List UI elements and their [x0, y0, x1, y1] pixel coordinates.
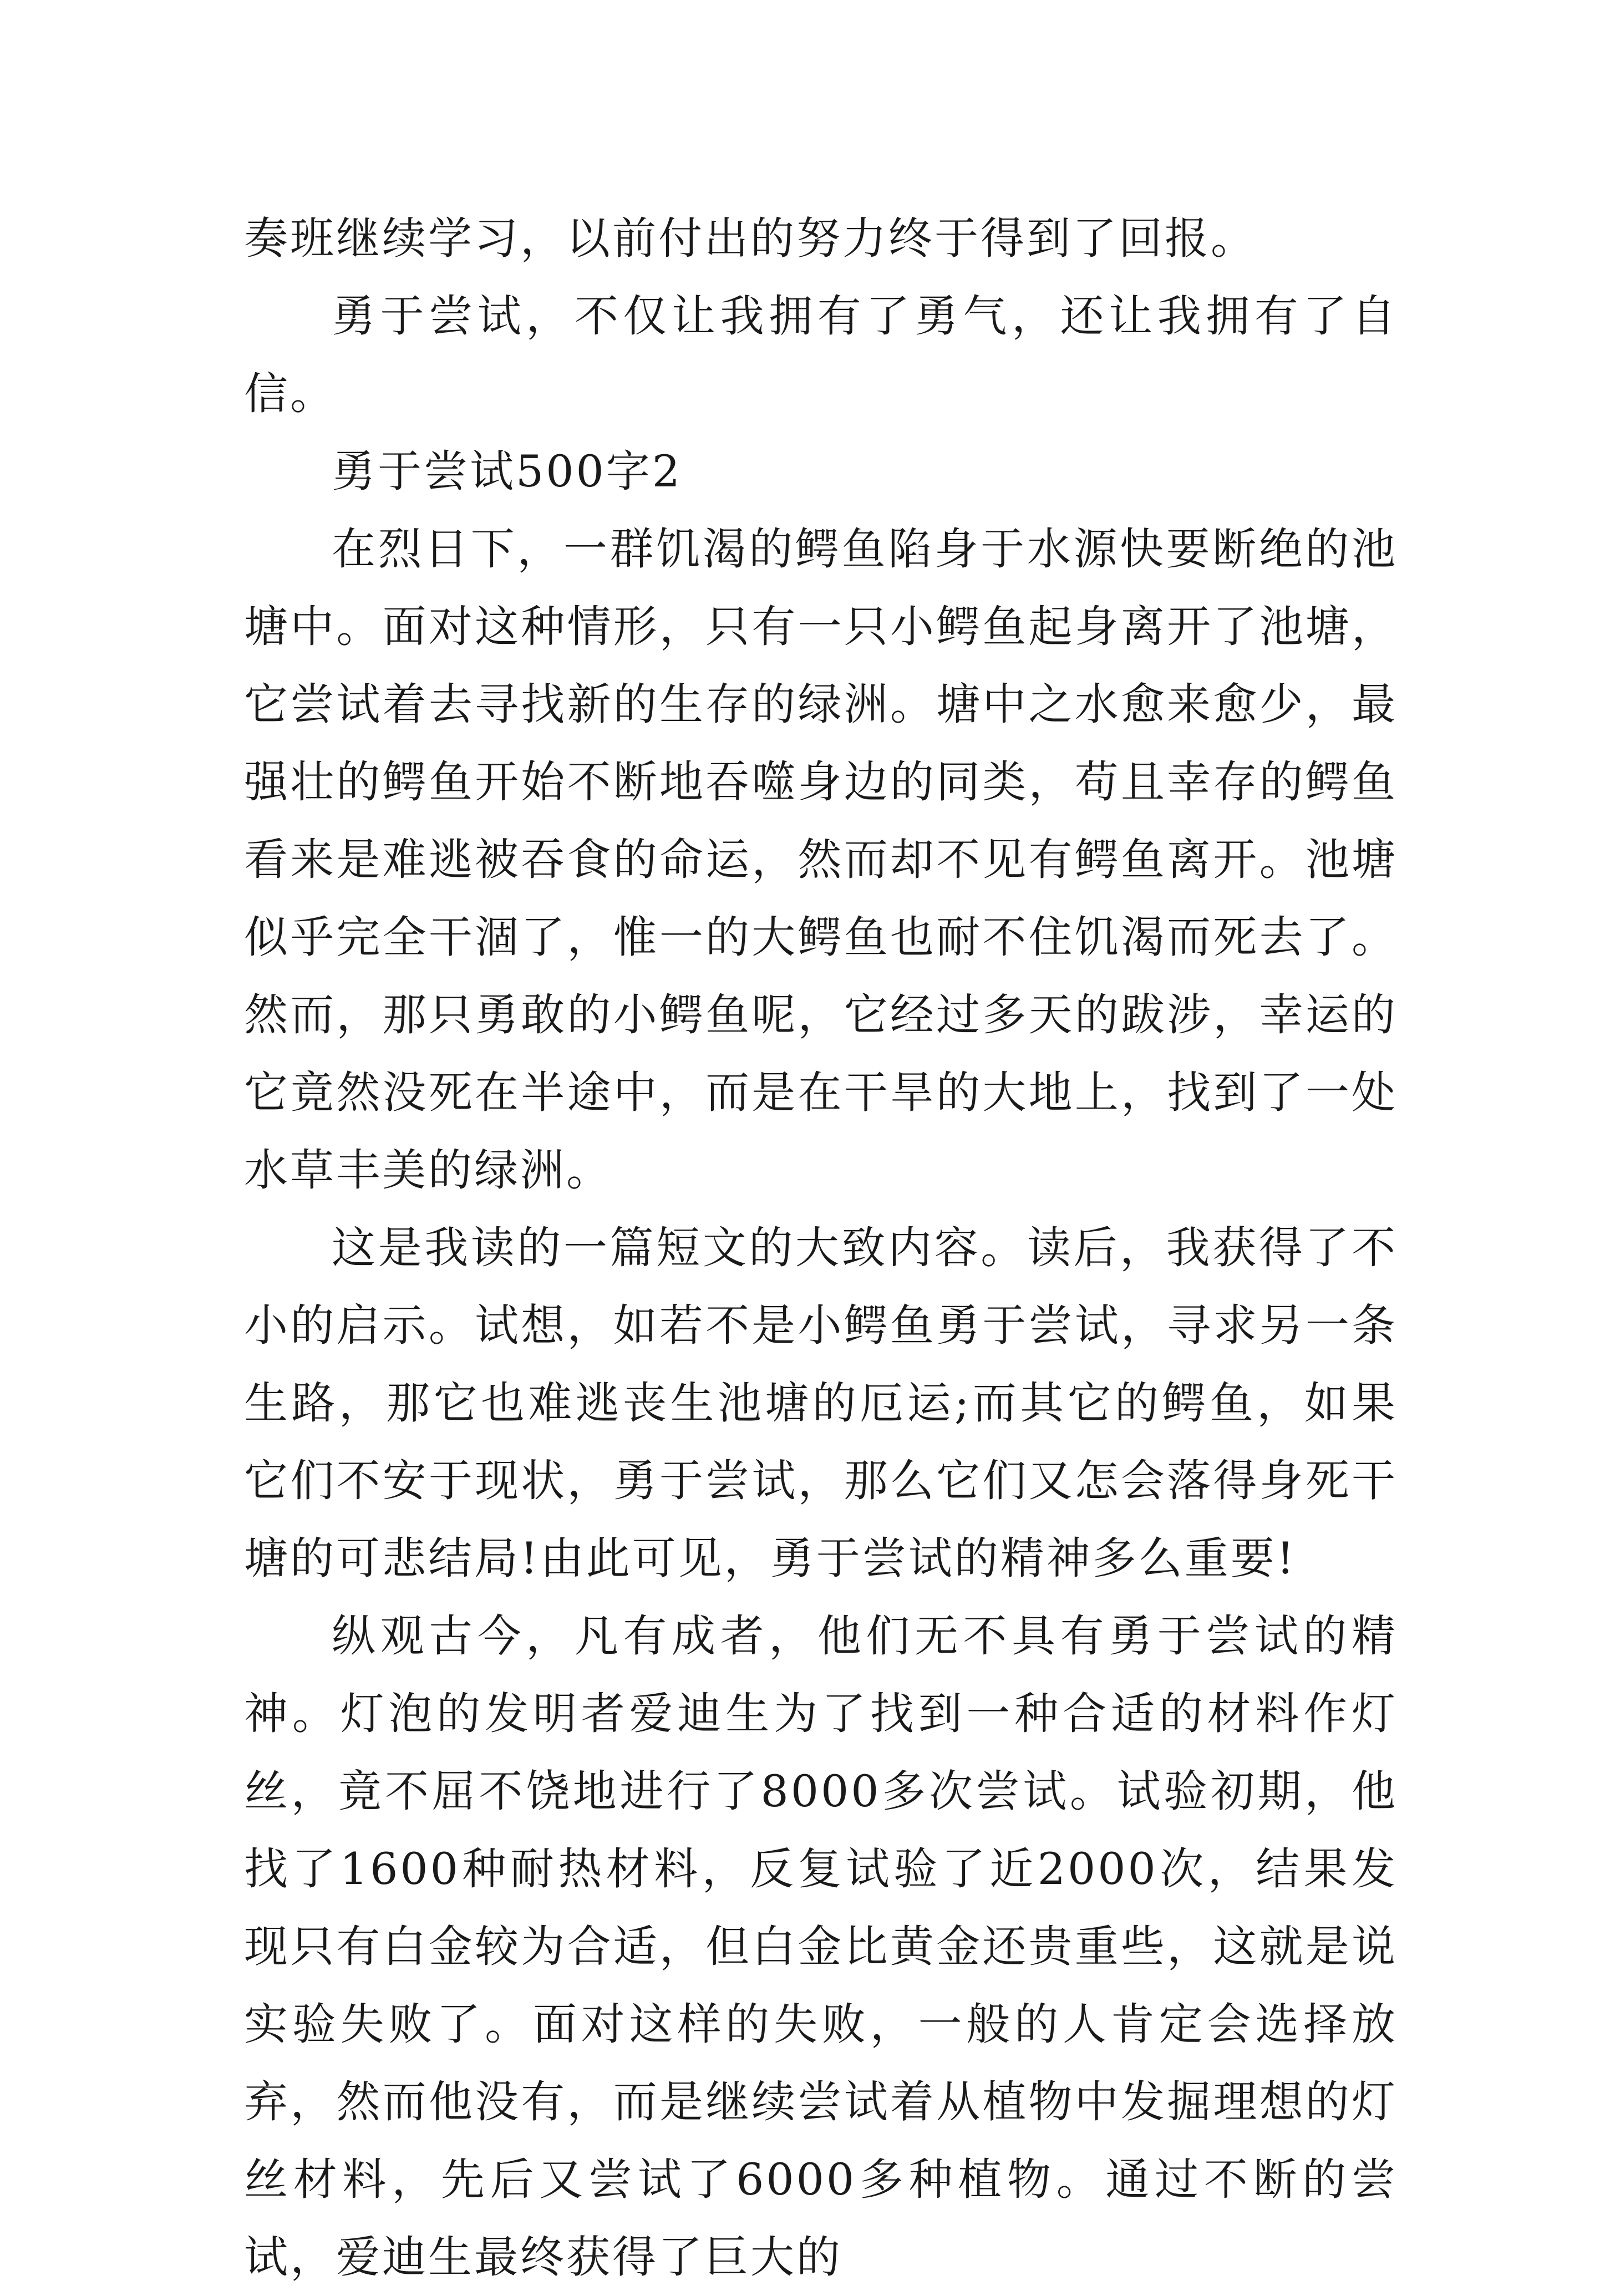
paragraph: 在烈日下，一群饥渴的鳄鱼陷身于水源快要断绝的池塘中。面对这种情形，只有一只小鳄鱼起身离开了池塘，它尝试着去寻找新的生存的绿洲。塘中之水愈来愈少，最强壮的鳄鱼开始不断地吞噬身边的同类，苟且幸存的鳄鱼看来是难逃被吞食的命运，然而却不见有鳄鱼离开。池塘似乎完全干涸了，惟一的大鳄鱼也耐不住饥渴而死去了。然而，那只勇敢的小鳄鱼呢，它经过多天的跋涉，幸运的它竟然没死在半途中，而是在干旱的大地上，找到了一处水草丰美的绿洲。 [244, 524, 1398, 1196]
paragraph: 纵观古今，凡有成者，他们无不具有勇于尝试的精神。灯泡的发明者爱迪生为了找到一种合适的材料作灯丝，竟不屈不饶地进行了8000多次尝试。试验初期，他找了1600种耐热材料，反复试验了近2000次，结果发现只有白金较为合适，但白金比黄金还贵重些，这就是说实验失败了。面对这样的失败，一般的人肯定会选择放弃，然而他没有，而是继续尝试着从植物中发掘理想的灯丝材料，先后又尝试了6000多种植物。通过不断的尝试，爱迪生最终获得了巨大的 [244, 1611, 1398, 2283]
document-body [244, 200, 1398, 2296]
paragraph-continued: 奏班继续学习，以前付出的努力终于得到了回报。 [244, 213, 1257, 264]
paragraph: 勇于尝试，不仅让我拥有了勇气，还让我拥有了自信。 [244, 291, 1398, 419]
section-heading: 勇于尝试500字2 [332, 446, 683, 497]
paragraph: 这是我读的一篇短文的大致内容。读后，我获得了不小的启示。试想，如若不是小鳄鱼勇于尝试，寻求另一条生路，那它也难逃丧生池塘的厄运;而其它的鳄鱼，如果它们不安于现状，勇于尝试，那么它们又怎会落得身死干塘的可悲结局!由此可见，勇于尝试的精神多么重要! [244, 1222, 1398, 1584]
